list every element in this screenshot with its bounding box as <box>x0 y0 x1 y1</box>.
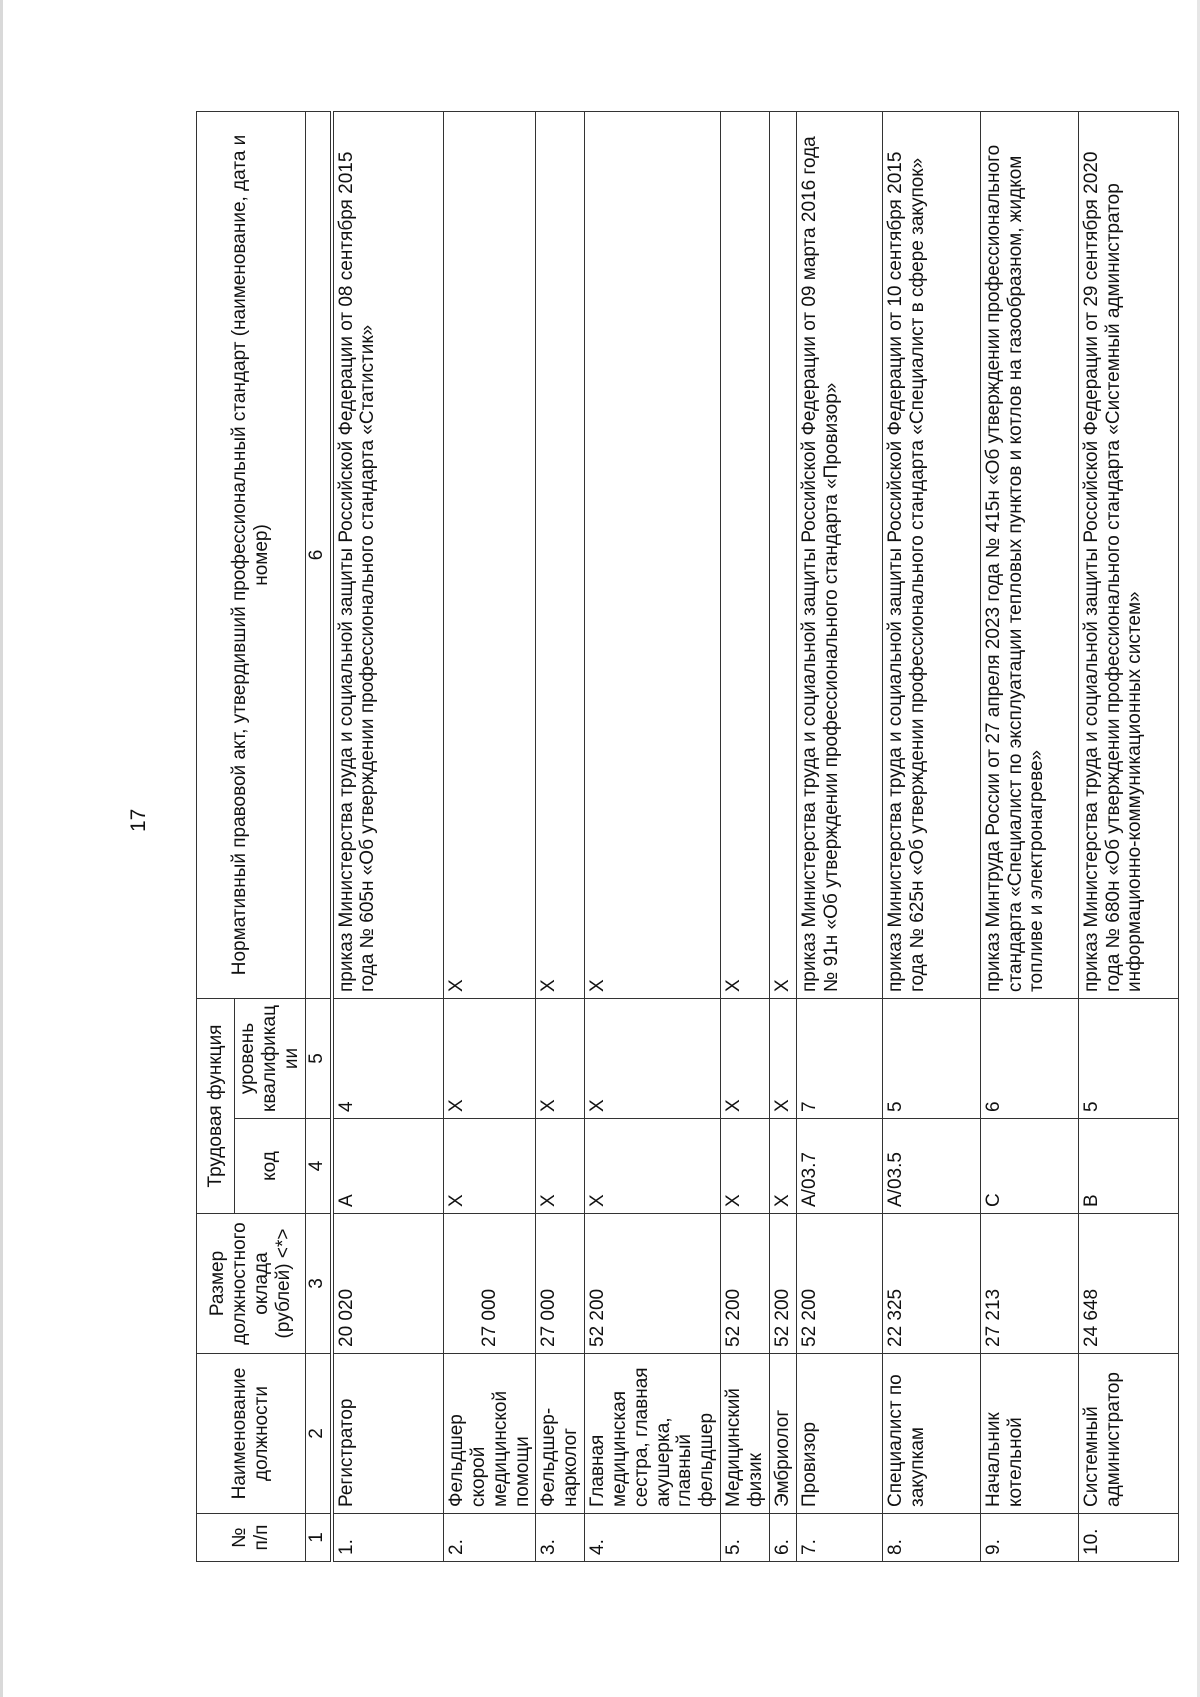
table-row <box>721 111 770 1561</box>
row-standard: приказ Министерства труда и социальной защиты Российской Федерации от 09 марта 2016 года № 91н «Об утверждении профессионального стандарта «Провизор» <box>796 111 882 998</box>
row-salary: 27 000 <box>444 1214 536 1354</box>
row-num: 4. <box>585 1514 721 1562</box>
table-row <box>332 111 444 1561</box>
table-row <box>882 111 980 1561</box>
row-num: 8. <box>882 1514 980 1562</box>
table-row <box>769 111 796 1561</box>
row-level: 5 <box>1078 998 1178 1118</box>
row-position: Фельдшер-нарколог <box>536 1354 585 1514</box>
row-num: 6. <box>769 1514 796 1562</box>
row-salary: 52 200 <box>796 1214 882 1354</box>
row-salary: 27 213 <box>980 1214 1078 1354</box>
row-standard: приказ Министерства труда и социальной защиты Российской Федерации от 29 сентября 2020 года № 680н «Об утверждении профессионального стандарта «Системный администратор информационно-коммуникационных систем» <box>1078 111 1178 998</box>
row-num: 5. <box>721 1514 770 1562</box>
column-number: 6 <box>305 111 332 998</box>
header-num: № п/п <box>197 1514 306 1562</box>
table-row <box>1078 111 1178 1561</box>
row-level: X <box>585 998 721 1118</box>
row-salary: 24 648 <box>1078 1214 1178 1354</box>
row-code: X <box>536 1119 585 1214</box>
column-number: 4 <box>305 1119 332 1214</box>
column-number: 1 <box>305 1514 332 1562</box>
row-code: X <box>721 1119 770 1214</box>
row-num: 10. <box>1078 1514 1178 1562</box>
row-code: A/03.7 <box>796 1119 882 1214</box>
row-num: 1. <box>332 1514 444 1562</box>
row-standard: X <box>536 111 585 998</box>
row-standard: X <box>585 111 721 998</box>
table-row <box>536 111 585 1561</box>
row-standard: приказ Министерства труда и социальной защиты Российской Федерации от 10 сентября 2015 года № 625н «Об утверждении профессионального стандарта «Специалист в сфере закупок» <box>882 111 980 998</box>
table-row <box>796 111 882 1561</box>
row-level: X <box>536 998 585 1118</box>
row-position: Медицинский физик <box>721 1354 770 1514</box>
header-labor-function: Трудовая функция <box>197 998 235 1213</box>
row-standard: приказ Министерства труда и социальной защиты Российской Федерации от 08 сентября 2015 года № 605н «Об утверждении профессионального стандарта «Статистик» <box>332 111 444 998</box>
row-position: Начальник котельной <box>980 1354 1078 1514</box>
row-salary: 22 325 <box>882 1214 980 1354</box>
row-standard: X <box>721 111 770 998</box>
row-level: 4 <box>332 998 444 1118</box>
row-position: Фельдшер скорой медицинской помощи <box>444 1354 536 1514</box>
row-level: X <box>721 998 770 1118</box>
page-number: 17 <box>127 808 150 832</box>
column-number: 5 <box>305 998 332 1118</box>
row-standard: приказ Минтруда России от 27 апреля 2023 года № 415н «Об утверждении профессионального стандарта «Специалист по эксплуатации тепловых пунктов и котлов на газообразном, жидком топливе и электронагреве» <box>980 111 1078 998</box>
table-row <box>585 111 721 1561</box>
row-salary: 52 200 <box>585 1214 721 1354</box>
row-num: 7. <box>796 1514 882 1562</box>
row-num: 2. <box>444 1514 536 1562</box>
row-position: Специалист по закупкам <box>882 1354 980 1514</box>
table-row <box>980 111 1078 1561</box>
header-standard: Нормативный правовой акт, утвердивший профессиональный стандарт (наименование, дата и номер) <box>197 111 306 998</box>
row-position: Провизор <box>796 1354 882 1514</box>
positions-table <box>196 111 1179 1562</box>
header-position: Наименование должности <box>197 1354 306 1514</box>
row-salary: 52 200 <box>721 1214 770 1354</box>
row-position: Регистратор <box>332 1354 444 1514</box>
row-position: Главная медицинская сестра, главная акушерка, главный фельдшер <box>585 1354 721 1514</box>
row-salary: 27 000 <box>536 1214 585 1354</box>
table-row <box>444 111 536 1561</box>
column-number: 2 <box>305 1354 332 1514</box>
row-code: A <box>332 1119 444 1214</box>
column-number-row <box>305 111 332 1561</box>
row-code: X <box>585 1119 721 1214</box>
scan-edge-left <box>0 0 3 1697</box>
column-number: 3 <box>305 1214 332 1354</box>
row-code: X <box>769 1119 796 1214</box>
row-level: X <box>444 998 536 1118</box>
row-standard: X <box>444 111 536 998</box>
table-container <box>196 112 1146 1562</box>
row-code: B <box>1078 1119 1178 1214</box>
row-code: C <box>980 1119 1078 1214</box>
row-level: 5 <box>882 998 980 1118</box>
row-num: 9. <box>980 1514 1078 1562</box>
row-code: A/03.5 <box>882 1119 980 1214</box>
header-code: код <box>235 1119 306 1214</box>
row-code: X <box>444 1119 536 1214</box>
row-level: 6 <box>980 998 1078 1118</box>
row-num: 3. <box>536 1514 585 1562</box>
row-salary: 52 200 <box>769 1214 796 1354</box>
row-standard: X <box>769 111 796 998</box>
header-level: уровень квалификации <box>235 998 306 1118</box>
row-level: 7 <box>796 998 882 1118</box>
header-salary: Размер должностного оклада (рублей) <*> <box>197 1214 306 1354</box>
row-position: Эмбриолог <box>769 1354 796 1514</box>
row-level: X <box>769 998 796 1118</box>
row-salary: 20 020 <box>332 1214 444 1354</box>
row-position: Системный администратор <box>1078 1354 1178 1514</box>
